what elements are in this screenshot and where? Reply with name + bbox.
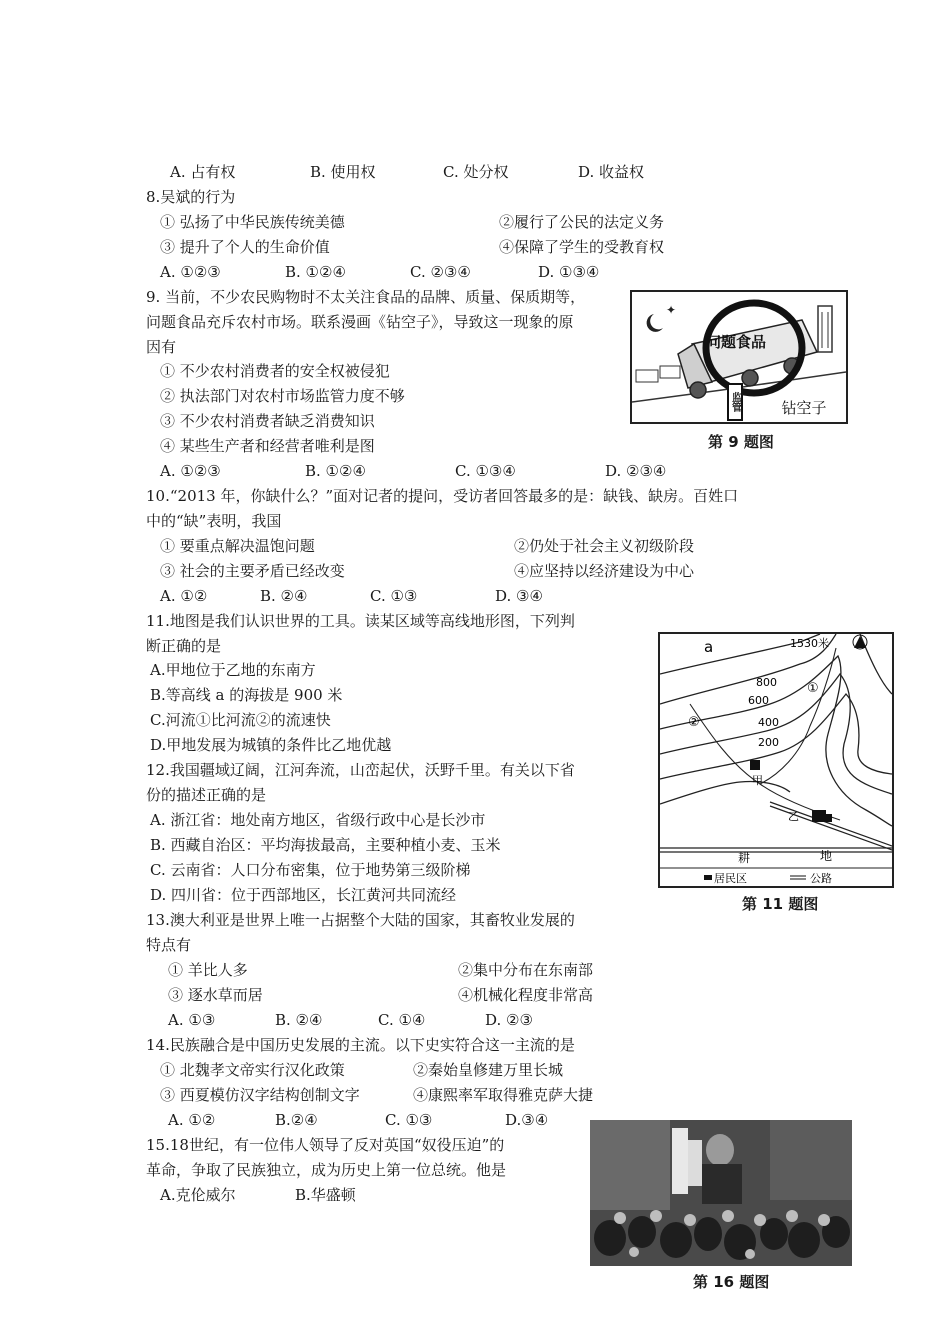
q8-option-d: D. ①③④ [538,263,600,281]
q8-option-a: A. ①②③ [160,263,221,281]
river-2-label: ② [688,715,700,730]
farmland-label-1: 耕 [738,851,751,865]
q15-option-a: A.克伦威尔 [160,1186,236,1204]
contour-a-label: a [704,638,714,656]
q9-stem-line1: 9. 当前，不少农民购物时不太关注食品的品牌、质量、保质期等， [146,288,586,306]
legend-road: 公路 [810,872,832,885]
q11-option-a: A.甲地位于乙地的东南方 [150,661,316,679]
q10-statement-3: ③ 社会的主要矛盾已经改变 [160,562,345,580]
q7-option-d: D. 收益权 [578,163,645,181]
q10-statement-2: ②仍处于社会主义初级阶段 [514,537,695,555]
q11-stem-line1: 11.地图是我们认识世界的工具。读某区域等高线地形图，下列判 [146,612,575,630]
q14-option-c: C. ①③ [385,1111,433,1129]
cartoon-title: 钻空子 [781,399,827,417]
q15-stem-line2: 革命，争取了民族独立，成为历史上第一位总统。他是 [146,1161,507,1179]
q14-option-d: D.③④ [505,1111,549,1129]
q9-option-d: D. ②③④ [605,462,667,480]
river-1-label: ① [807,681,819,696]
q9-figure-caption: 第 9 题图 [708,433,774,451]
q10-option-a: A. ①② [160,587,208,605]
q13-statement-4: ④机械化程度非常高 [458,986,594,1004]
peak-elevation-label: 1530米 [790,637,829,650]
q12-option-b: B. 西藏自治区：平均海拔最高，主要种植小麦、玉米 [150,836,501,854]
q8-stem: 8.吴斌的行为 [146,188,236,206]
q8-statement-3: ③ 提升了个人的生命价值 [160,238,330,256]
site-yi-label: 乙 [788,810,799,823]
q9-option-b: B. ①②④ [305,462,366,480]
q8-statement-4: ④保障了学生的受教育权 [499,238,665,256]
contour-600-label: 600 [748,694,769,707]
q12-option-d: D. 四川省：位于西部地区，长江黄河共同流经 [150,886,457,904]
q7-option-a: A. 占有权 [170,163,236,181]
q11-figure-caption: 第 11 题图 [742,895,819,913]
q7-option-b: B. 使用权 [310,163,376,181]
q8-option-c: C. ②③④ [410,263,471,281]
q13-option-b: B. ②④ [275,1011,323,1029]
q8-statement-1: ① 弘扬了中华民族传统美德 [160,213,345,231]
q12-stem-line2: 份的描述正确的是 [146,786,267,804]
svg-text:✦: ✦ [666,303,677,317]
q8-statement-2: ②履行了公民的法定义务 [499,213,665,231]
q12-stem-line1: 12.我国疆域辽阔，江河奔流，山峦起伏，沃野千里。有关以下省 [146,761,575,779]
q11-option-c: C.河流①比河流②的流速快 [150,711,331,729]
q9-stem-line3: 因有 [146,338,177,356]
q13-stem-line1: 13.澳大利亚是世界上唯一占据整个大陆的国家，其畜牧业发展的 [146,911,575,929]
q15-stem-line1: 15.18世纪，有一位伟人领导了反对英国“奴役压迫”的 [146,1136,505,1154]
q14-statement-2: ②秦始皇修建万里长城 [413,1061,564,1079]
farmland-label-2: 地 [820,849,833,863]
cartoon-truck-label: 问题食品 [705,333,767,351]
q9-statement-1: ① 不少农村消费者的安全权被侵犯 [160,362,390,380]
q13-statement-1: ① 羊比人多 [168,961,248,979]
q10-option-c: C. ①③ [370,587,418,605]
q13-option-d: D. ②③ [485,1011,533,1029]
q14-statement-3: ③ 西夏模仿汉字结构创制文字 [160,1086,360,1104]
cartoon-tool-label: 监管 [729,392,741,412]
q15-option-b: B.华盛顿 [295,1186,356,1204]
q12-option-c: C. 云南省：人口分布密集，位于地势第三级阶梯 [150,861,471,879]
q10-stem-line1: 10.“2013 年，你缺什么？”面对记者的提问，受访者回答最多的是：缺钱、缺房。百姓口 [146,487,739,505]
q9-statement-2: ② 执法部门对农村市场监管力度不够 [160,387,405,405]
q8-option-b: B. ①②④ [285,263,346,281]
q14-statement-1: ① 北魏孝文帝实行汉化政策 [160,1061,345,1079]
q16-figure-caption: 第 16 题图 [693,1273,770,1291]
q14-statement-4: ④康熙率军取得雅克萨大捷 [413,1086,594,1104]
q10-stem-line2: 中的“缺”表明，我国 [146,512,282,530]
q13-option-a: A. ①③ [168,1011,216,1029]
q16-historical-photo [590,1120,852,1266]
q13-statement-3: ③ 逐水草而居 [168,986,263,1004]
contour-400-label: 400 [758,716,779,729]
contour-800-label: 800 [756,676,777,689]
q13-option-c: C. ①④ [378,1011,426,1029]
q14-option-b: B.②④ [275,1111,318,1129]
q11-stem-line2: 断正确的是 [146,637,222,655]
q10-statement-4: ④应坚持以经济建设为中心 [514,562,695,580]
q11-map-drawing [660,634,892,886]
q7-option-c: C. 处分权 [443,163,509,181]
q9-cartoon-drawing [632,292,846,422]
q13-stem-line2: 特点有 [146,936,192,954]
legend-settlement: 居民区 [714,872,747,885]
q14-stem: 14.民族融合是中国历史发展的主流。以下史实符合这一主流的是 [146,1036,575,1054]
site-jia-label: 甲 [752,774,763,787]
q10-option-d: D. ③④ [495,587,543,605]
q9-option-c: C. ①③④ [455,462,516,480]
q9-cartoon [630,290,848,424]
q9-option-a: A. ①②③ [160,462,221,480]
q12-option-a: A. 浙江省：地处南方地区，省级行政中心是长沙市 [150,811,486,829]
q9-statement-4: ④ 某些生产者和经营者唯利是图 [160,437,375,455]
q9-stem-line2: 问题食品充斥农村市场。联系漫画《钻空子》，导致这一现象的原 [146,313,574,331]
q14-option-a: A. ①② [168,1111,216,1129]
q11-option-b: B.等高线 a 的海拔是 900 米 [150,686,343,704]
q10-statement-1: ① 要重点解决温饱问题 [160,537,315,555]
q11-option-d: D.甲地发展为城镇的条件比乙地优越 [150,736,392,754]
q9-statement-3: ③ 不少农村消费者缺乏消费知识 [160,412,375,430]
q11-contour-map [658,632,894,888]
contour-200-label: 200 [758,736,779,749]
q13-statement-2: ②集中分布在东南部 [458,961,594,979]
q10-option-b: B. ②④ [260,587,308,605]
q16-photo-drawing [590,1120,852,1266]
